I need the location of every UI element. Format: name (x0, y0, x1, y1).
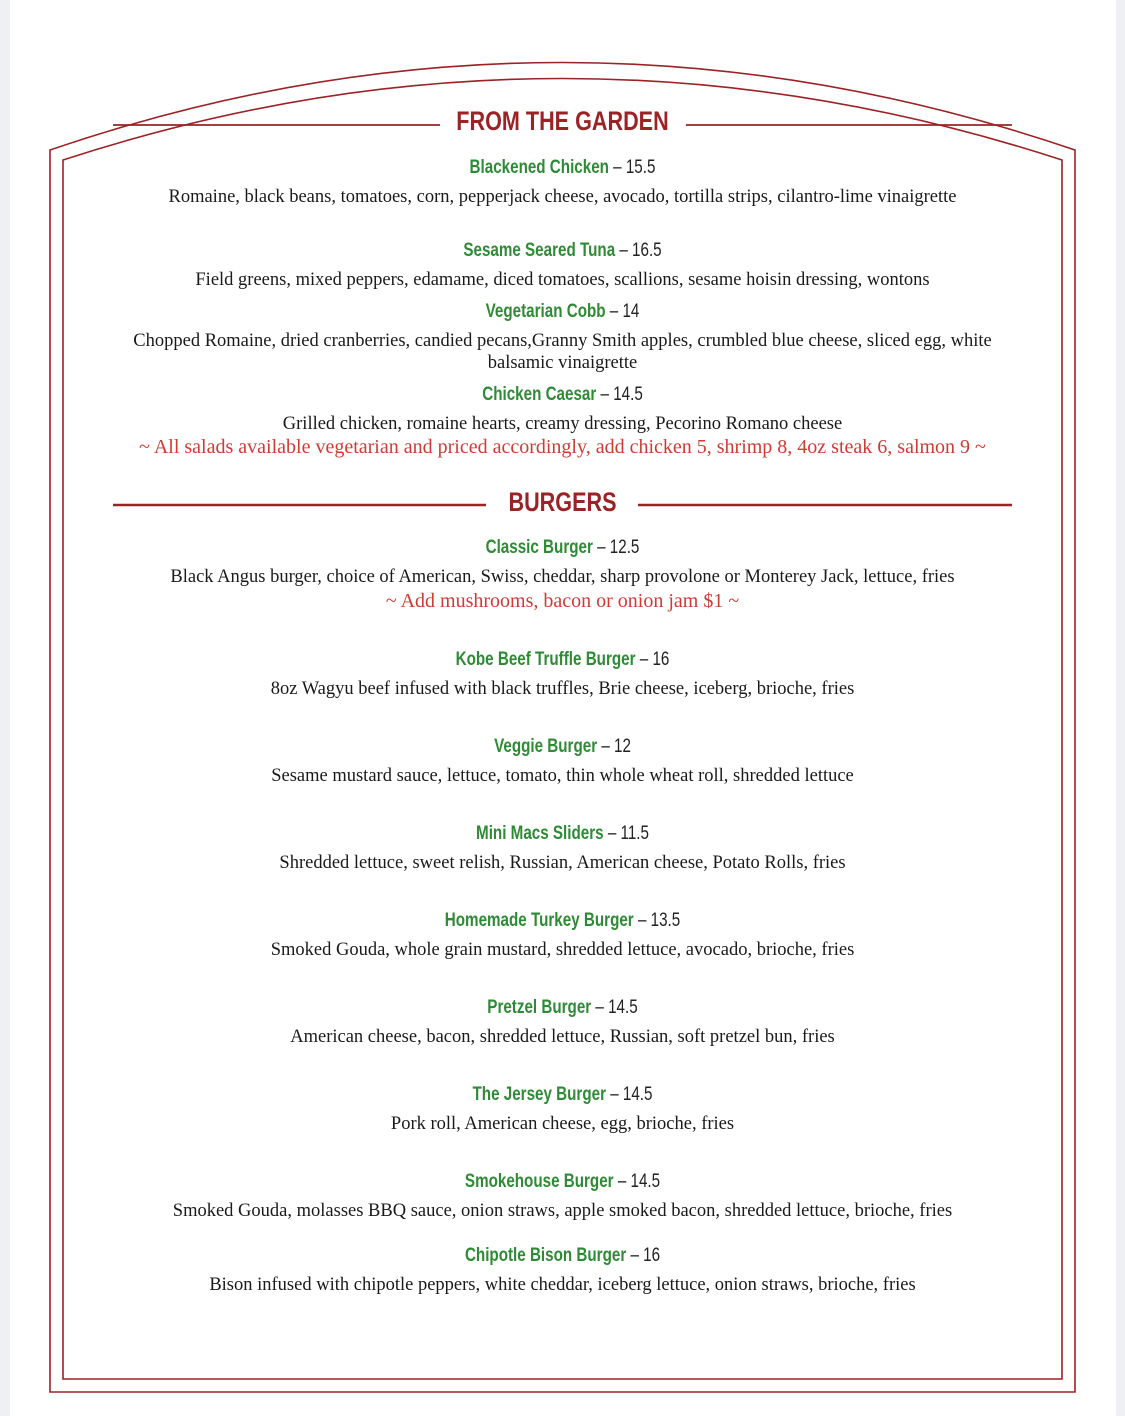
menu-item-name: Vegetarian Cobb – 14 (485, 301, 640, 322)
menu-item-name: Kobe Beef Truffle Burger – 16 (455, 649, 670, 670)
menu-item-name: Veggie Burger – 12 (494, 736, 631, 757)
menu-item-name: Sesame Seared Tuna – 16.5 (463, 240, 662, 261)
menu-item-description: Smoked Gouda, whole grain mustard, shredded lettuce, avocado, brioche, fries (270, 940, 855, 960)
section-title-burgers: BURGERS (508, 487, 617, 517)
menu-item-name: Homemade Turkey Burger – 13.5 (444, 910, 681, 931)
menu-item-description: Black Angus burger, choice of American, Swiss, cheddar, sharp provolone or Monterey Jack, lettuce, fries (170, 567, 955, 587)
menu-item-description: Pork roll, American cheese, egg, brioche, fries (390, 1114, 735, 1134)
menu-item-description: American cheese, bacon, shredded lettuce, Russian, soft pretzel bun, fries (290, 1027, 835, 1047)
menu-item-name: Pretzel Burger – 14.5 (487, 997, 638, 1018)
classic-burger-note: ~ Add mushrooms, bacon or onion jam $1 ~ (385, 590, 740, 612)
menu-item-description: Bison infused with chipotle peppers, white cheddar, iceberg lettuce, onion straws, brioche, fries (209, 1275, 916, 1295)
menu-item-description: 8oz Wagyu beef infused with black truffles, Brie cheese, iceberg, brioche, fries (270, 679, 855, 699)
menu-item-name: Chicken Caesar – 14.5 (482, 384, 643, 405)
menu-item-description: Grilled chicken, romaine hearts, creamy dressing, Pecorino Romano cheese (282, 414, 843, 434)
menu-item-description: Shredded lettuce, sweet relish, Russian, American cheese, Potato Rolls, fries (279, 853, 846, 873)
menu-item-name: Classic Burger – 12.5 (485, 537, 640, 558)
section-title-garden: FROM THE GARDEN (456, 106, 669, 136)
menu-item-description: Smoked Gouda, molasses BBQ sauce, onion straws, apple smoked bacon, shredded lettuce, brioche, fries (172, 1201, 953, 1221)
menu-item-description: Sesame mustard sauce, lettuce, tomato, thin whole wheat roll, shredded lettuce (271, 766, 854, 786)
menu-item-description: Chopped Romaine, dried cranberries, candied pecans,Granny Smith apples, crumbled blue cheese, sliced egg, white balsamic vinaigrette (133, 331, 992, 373)
menu-item-description: Romaine, black beans, tomatoes, corn, pepperjack cheese, avocado, tortilla strips, cilantro-lime vinaigrette (168, 187, 957, 207)
menu-item-name: Blackened Chicken – 15.5 (469, 157, 656, 178)
menu-item-name: Mini Macs Sliders – 11.5 (476, 823, 649, 844)
salad-note: ~ All salads available vegetarian and priced accordingly, add chicken 5, shrimp 8, 4oz steak 6, salmon 9 ~ (139, 436, 986, 458)
menu-item-name: The Jersey Burger – 14.5 (472, 1084, 653, 1105)
menu-item-name: Chipotle Bison Burger – 16 (464, 1245, 661, 1266)
menu-item-description: Field greens, mixed peppers, edamame, diced tomatoes, scallions, sesame hoisin dressing, wontons (195, 270, 930, 290)
menu-item-name: Smokehouse Burger – 14.5 (464, 1171, 661, 1192)
